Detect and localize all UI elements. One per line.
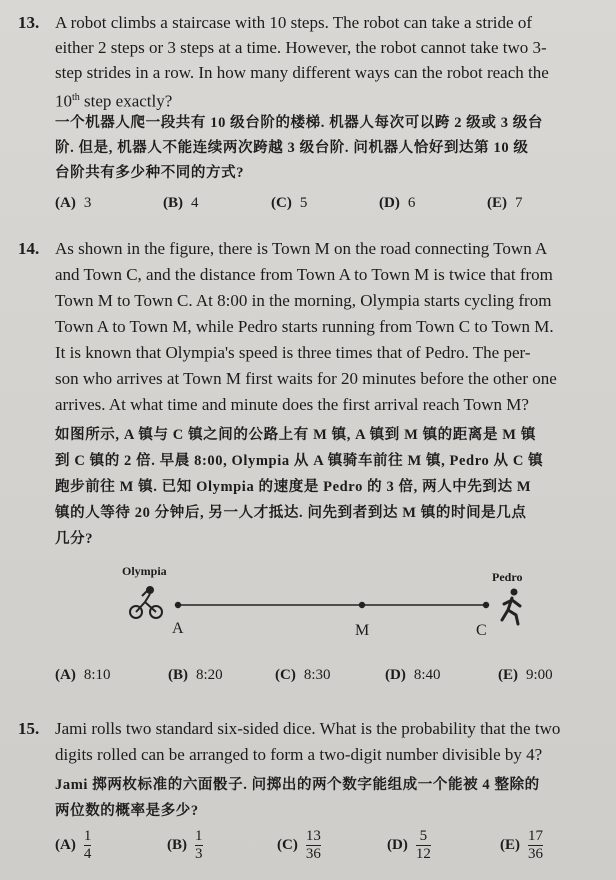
option-d: (D) 8:40 xyxy=(385,667,441,683)
question-number: 15. xyxy=(18,719,40,738)
option-d: (D) 6 xyxy=(379,195,416,211)
runner-icon xyxy=(502,589,520,625)
question-text-zh: 一个机器人爬一段共有 10 级台阶的楼梯. 机器人每次可以跨 2 级或 3 级台 xyxy=(55,115,543,131)
question-text-zh: 如图所示, A 镇与 C 镇之间的公路上有 M 镇, A 镇到 M 镇的距离是 M 镇 xyxy=(55,427,536,443)
fraction: $\frac{1}{4}$ xyxy=(83,828,92,862)
option-a: (A) 3 xyxy=(55,195,92,211)
question-text-zh: Jami 掷两枚标准的六面骰子. 问掷出的两个数字能组成一个能被 4 整除的 xyxy=(55,777,540,793)
question-text-zh: 几分? xyxy=(55,531,94,547)
question-text-line: Town A to Town M, while Pedro starts running from Town C to Town M. xyxy=(55,317,554,336)
option-b: (B) 4 xyxy=(163,195,199,211)
question-text-line: digits rolled can be arranged to form a two-digit number divisible by 4? xyxy=(55,745,543,764)
label-m: M xyxy=(355,622,370,639)
text: step exactly? xyxy=(79,91,173,111)
question-text-zh: 镇的人等待 20 分钟后, 另一人才抵达. 问先到者到达 M 镇的时间是几点 xyxy=(55,505,527,521)
fraction: $\frac{1}{3}$ xyxy=(195,828,203,862)
label-a: A xyxy=(172,620,184,637)
question-number: 13. xyxy=(18,13,40,32)
option-e: (E) $\frac{17}{36}$ xyxy=(500,828,543,862)
fraction: $\frac{13}{36}$ xyxy=(305,828,321,862)
fraction: $\frac{17}{36}$ xyxy=(528,828,543,862)
point-a xyxy=(175,602,181,608)
question-text-zh: 阶. 但是, 机器人不能连续两次跨越 3 级台阶. 问机器人恰好到达第 10 级 xyxy=(55,140,529,156)
question-text-zh: 台阶共有多少种不同的方式? xyxy=(55,165,245,181)
question-text-zh: 到 C 镇的 2 倍. 早晨 8:00, Olympia 从 A 镇骑车前往 M 镇, Pedro 从 C 镇 xyxy=(55,453,544,469)
question-text-line: Jami rolls two standard six-sided dice. What is the probability that the two xyxy=(55,719,561,738)
question-text-line: and Town C, and the distance from Town A to Town M is twice that from xyxy=(55,265,553,284)
option-a: (A) 8:10 xyxy=(55,667,111,683)
bicycle-icon xyxy=(130,587,162,618)
option-b: (B) $\frac{1}{3}$ xyxy=(167,828,203,862)
option-d: (D) $\frac{5}{12}$ xyxy=(387,828,431,862)
question-text-zh: 跑步前往 M 镇. 已知 Olympia 的速度是 Pedro 的 3 倍, 两人中先到达 M xyxy=(55,479,532,495)
label-c: C xyxy=(476,622,487,639)
question-text-line: As shown in the figure, there is Town M on the road connecting Town A xyxy=(55,239,548,258)
question-text-line: arrives. At what time and minute does the first arrival reach Town M? xyxy=(55,395,529,414)
option-e: (E) 7 xyxy=(487,195,523,211)
option-b: (B) 8:20 xyxy=(168,667,223,683)
point-m xyxy=(359,602,365,608)
fraction: $\frac{5}{12}$ xyxy=(415,828,431,862)
superscript: th xyxy=(72,92,80,103)
option-c: (C) $\frac{13}{36}$ xyxy=(277,828,321,862)
label-pedro: Pedro xyxy=(492,570,523,584)
option-c: (C) 8:30 xyxy=(275,667,331,683)
option-a: (A) $\frac{1}{4}$ xyxy=(55,828,92,862)
question-text-line: either 2 steps or 3 steps at a time. However, the robot cannot take two 3- xyxy=(55,38,547,57)
option-c: (C) 5 xyxy=(271,195,308,211)
road-figure xyxy=(0,560,616,650)
question-text-zh: 两位数的概率是多少? xyxy=(55,803,199,819)
question-text-line: step strides in a row. In how many different ways can the robot reach the xyxy=(55,63,549,82)
question-text-line: Town M to Town C. At 8:00 in the morning, Olympia starts cycling from xyxy=(55,291,552,310)
option-e: (E) 9:00 xyxy=(498,667,553,683)
question-number: 14. xyxy=(18,239,40,258)
question-text-line: A robot climbs a staircase with 10 steps. The robot can take a stride of xyxy=(55,13,532,32)
point-c xyxy=(483,602,489,608)
label-olympia: Olympia xyxy=(122,564,167,578)
text: 10 xyxy=(55,91,72,111)
question-text-line: It is known that Olympia's speed is three times that of Pedro. The per- xyxy=(55,343,531,362)
question-text-line: son who arrives at Town M first waits for 20 minutes before the other one xyxy=(55,369,557,388)
